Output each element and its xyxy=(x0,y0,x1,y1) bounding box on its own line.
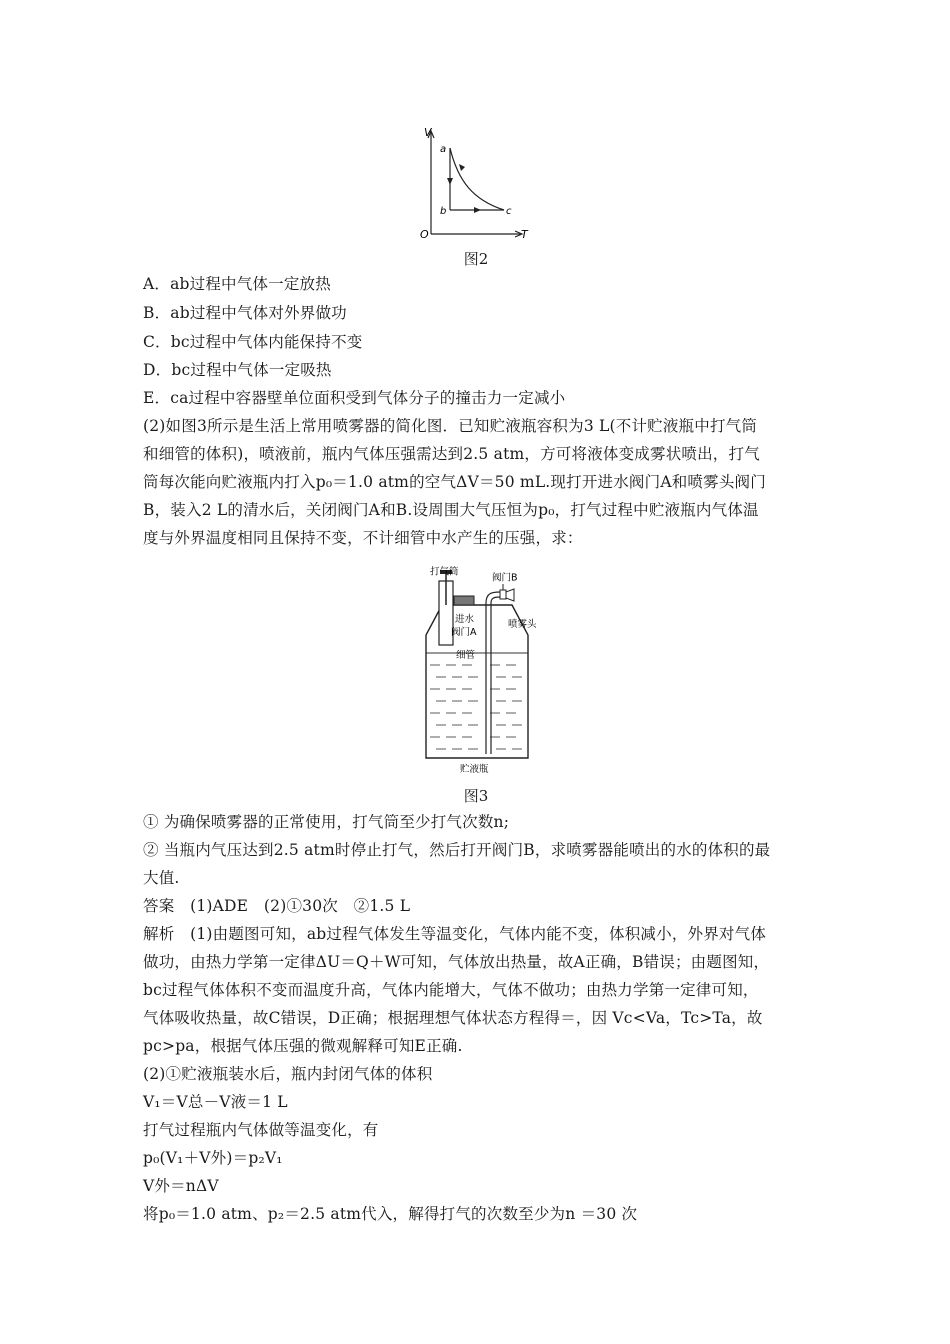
question2-line-3: 筒每次能向贮液瓶内打入p₀＝1.0 atm的空气ΔV＝50 mL.现打开进水阀门A和喷雾头阀门 xyxy=(143,473,766,491)
analysis-line-4: 气体吸收热量，故C错误，D正确；根据理想气体状态方程得＝，因 Vc<Va，Tc>Ta，故 xyxy=(143,1009,763,1027)
point-a-label: a xyxy=(440,144,447,155)
figure3-caption: 图3 xyxy=(463,787,489,805)
option-c: C．bc过程中气体内能保持不变 xyxy=(143,333,363,351)
origin-label: O xyxy=(420,228,429,241)
label-inlet-1: 进水 xyxy=(455,614,475,625)
analysis-line-8: 打气过程瓶内气体做等温变化，有 xyxy=(143,1121,379,1139)
analysis-line-7: V₁＝V总－V液＝1 L xyxy=(143,1093,288,1111)
analysis-line-5: pc>pa，根据气体压强的微观解释可知E正确. xyxy=(143,1037,463,1055)
spray-nozzle xyxy=(506,589,514,601)
option-d: D．bc过程中气体一定吸热 xyxy=(143,361,332,379)
label-valve-b: 阀门B xyxy=(492,572,518,584)
valve-a xyxy=(454,596,474,605)
sub-question-2-cont: 大值. xyxy=(143,869,180,887)
figure2-caption: 图2 xyxy=(463,250,489,268)
analysis-line-10: V外＝nΔV xyxy=(143,1177,219,1195)
option-b: B．ab过程中气体对外界做功 xyxy=(143,304,347,322)
sprayer-diagram xyxy=(408,565,568,777)
analysis-line-2: 做功，由热力学第一定律ΔU＝Q＋W可知，气体放出热量，故A正确，B错误；由题图知， xyxy=(143,953,770,971)
process-ca xyxy=(450,148,504,210)
analysis-line-9: p₀(V₁＋V外)＝p₂V₁ xyxy=(143,1149,283,1167)
arrow-bc xyxy=(474,207,481,213)
question2-line-2: 和细管的体积)，喷液前，瓶内气体压强需达到2.5 atm，方可将液体变成雾状喷出，打气 xyxy=(143,445,760,463)
axis-v-label: V xyxy=(424,126,432,139)
analysis-line-6: (2)①贮液瓶装水后，瓶内封闭气体的体积 xyxy=(143,1065,433,1083)
sub-question-2: ② 当瓶内气压达到2.5 atm时停止打气，然后打开阀门B，求喷雾器能喷出的水的体积的最 xyxy=(143,841,771,859)
answer: 答案 (1)ADE (2)①30次 ②1.5 L xyxy=(143,897,411,915)
point-b-label: b xyxy=(440,206,447,217)
arrow-ab xyxy=(447,178,453,185)
valve-b xyxy=(500,590,506,599)
analysis-line-11: 将p₀＝1.0 atm、p₂＝2.5 atm代入，解得打气的次数至少为n ＝30 次 xyxy=(143,1205,638,1223)
analysis-line-1: 解析 (1)由题图可知，ab过程气体发生等温变化，气体内能不变，体积减小，外界对气体 xyxy=(143,925,767,943)
question2-line-5: 度与外界温度相同且保持不变，不计细管中水产生的压强，求： xyxy=(143,529,583,547)
arrow-ca xyxy=(459,164,465,171)
point-c-label: c xyxy=(506,206,512,217)
axis-t-label: T xyxy=(521,228,528,241)
label-nozzle: 喷雾头 xyxy=(508,619,537,630)
label-tube: 细管 xyxy=(456,650,476,661)
label-pump: 打气筒 xyxy=(430,566,459,578)
option-a: A．ab过程中气体一定放热 xyxy=(143,275,331,293)
analysis-line-3: bc过程气体体积不变而温度升高，气体内能增大，气体不做功；由热力学第一定律可知， xyxy=(143,981,759,999)
label-bottle: 贮液瓶 xyxy=(460,764,489,775)
water-region xyxy=(426,653,528,758)
sub-question-1: ① 为确保喷雾器的正常使用，打气筒至少打气次数n; xyxy=(143,813,510,831)
tube-bend xyxy=(486,592,500,603)
vt-diagram xyxy=(418,126,538,241)
option-e: E．ca过程中容器壁单位面积受到气体分子的撞击力一定减小 xyxy=(143,389,566,407)
question2-line-1: (2)如图3所示是生活上常用喷雾器的简化图．已知贮液瓶容积为3 L(不计贮液瓶中打气筒 xyxy=(143,417,758,435)
question2-line-4: B，装入2 L的清水后，关闭阀门A和B.设周围大气压恒为p₀，打气过程中贮液瓶内气体温 xyxy=(143,501,759,519)
label-inlet-2: 阀门A xyxy=(451,627,477,638)
